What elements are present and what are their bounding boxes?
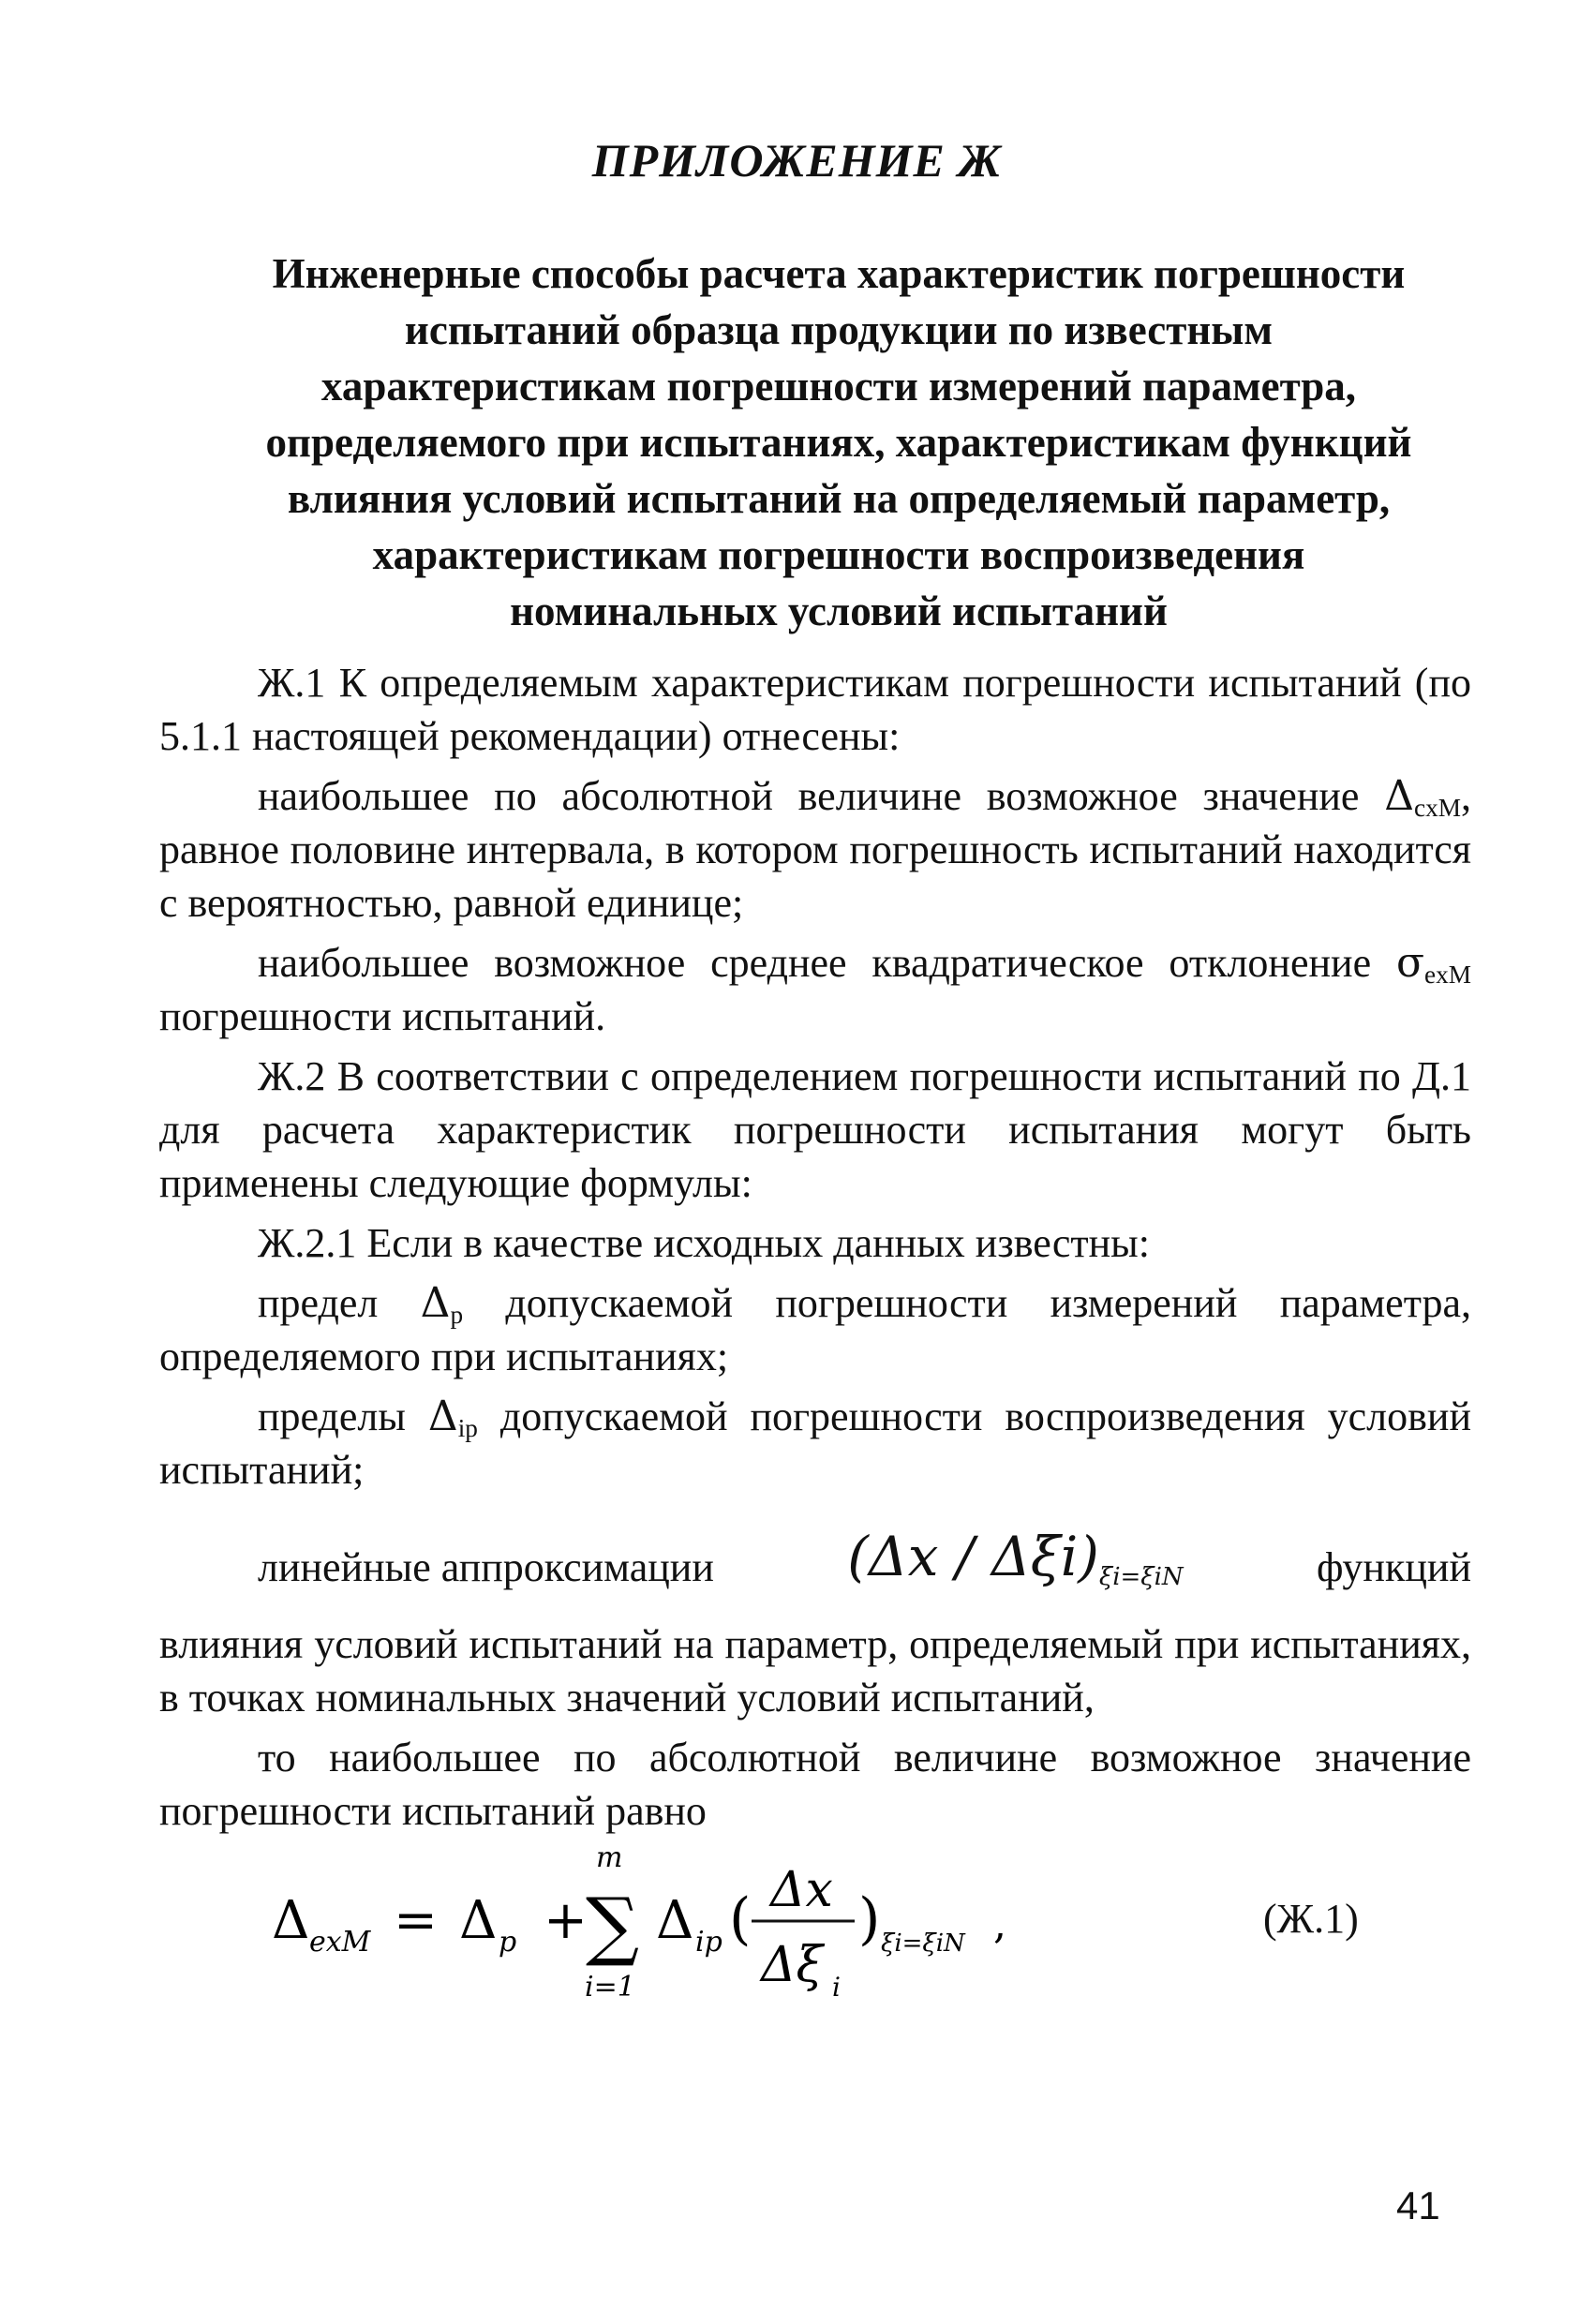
- paragraph-linear-approx: [159, 1525, 1471, 1604]
- formula-zh1: [272, 1827, 1387, 2024]
- formula-sum-lower: i=1: [585, 1971, 635, 2004]
- equation-number: (Ж.1): [1263, 1896, 1359, 1942]
- formula-delta-p: Δ: [459, 1890, 498, 1951]
- page-number: 41: [1396, 2183, 1440, 2227]
- formula-lhs-sub: exM: [309, 1926, 371, 1959]
- formula-equals: =: [394, 1890, 438, 1951]
- paragraph-max-error: наибольшее по абсолютной величине возможное значение $\Delta_{cxM}$, равное половине интервала, в котором погрешность испытаний находится с вероятностью, равной единице;: [159, 772, 1471, 926]
- paragraph-result: то наибольшее по абсолютной величине возможное значение погрешности испытаний равно: [159, 1735, 1471, 1834]
- approx-functions-word: функций: [1317, 1544, 1471, 1590]
- formula-eval-sub: ξi=ξiN: [881, 1929, 965, 1958]
- formula-comma: ,: [993, 1900, 1006, 1948]
- section-heading: Инженерные способы расчета характеристик погрешности испытаний образца продукции по известным характеристикам погрешности измерений параметра, определяемого при испытаниях, характеристикам функций влияния условий испытаний на определяемый параметр, характеристикам погрешности воспроизведения номинальных условий испытаний: [265, 250, 1412, 634]
- formula-fraction-denominator-sub: i: [832, 1972, 841, 2003]
- formula-sum-upper: m: [596, 1841, 623, 1874]
- formula-plus: +: [544, 1890, 588, 1951]
- paragraph-zh2-1: Ж.2.1 Если в качестве исходных данных известны:: [258, 1220, 1150, 1266]
- formula-delta-ip-sub: ip: [695, 1926, 723, 1959]
- paragraph-influence: влияния условий испытаний на параметр, определяемый при испытаниях, в точках номинальных значений условий испытаний,: [159, 1621, 1471, 1721]
- formula-delta-p-sub: p: [499, 1926, 517, 1959]
- formula-open-paren: (: [729, 1886, 752, 1952]
- inline-formula: (Δx / Δξi)ξi=ξiN: [847, 1525, 1184, 1591]
- formula-fraction-numerator: Δx: [770, 1862, 833, 1918]
- approx-label: линейные аппроксимации: [258, 1544, 714, 1590]
- paragraph-limit-p: предел $\Delta_p$ допускаемой погрешности измерений параметра, определяемого при испытаниях;: [159, 1279, 1471, 1379]
- formula-fraction-denominator: Δξ: [761, 1937, 824, 1993]
- page-title: ПРИЛОЖЕНИЕ Ж: [591, 134, 1003, 186]
- paragraph-zh1: Ж.1 К определяемым характеристикам погрешности испытаний (по 5.1.1 настоящей рекомендации) отнесены:: [159, 660, 1471, 759]
- formula-lhs-delta: Δ: [272, 1890, 310, 1951]
- body-text: [159, 656, 1471, 1838]
- formula-sum-sign: ∑: [586, 1882, 640, 1969]
- formula-delta-ip: Δ: [656, 1890, 694, 1951]
- paragraph-limits-ip: пределы $\Delta_{ip}$ допускаемой погрешности воспроизведения условий испытаний;: [159, 1393, 1471, 1493]
- paragraph-zh2: Ж.2 В соответствии с определением погрешности испытаний по Д.1 для расчета характеристик погрешности испытания могут быть применены следующие формулы:: [159, 1053, 1471, 1206]
- paragraph-std-deviation: наибольшее возможное среднее квадратическое отклонение $\sigma_{exM}$ погрешности испытаний.: [159, 939, 1471, 1039]
- formula-close-paren: ): [858, 1886, 881, 1952]
